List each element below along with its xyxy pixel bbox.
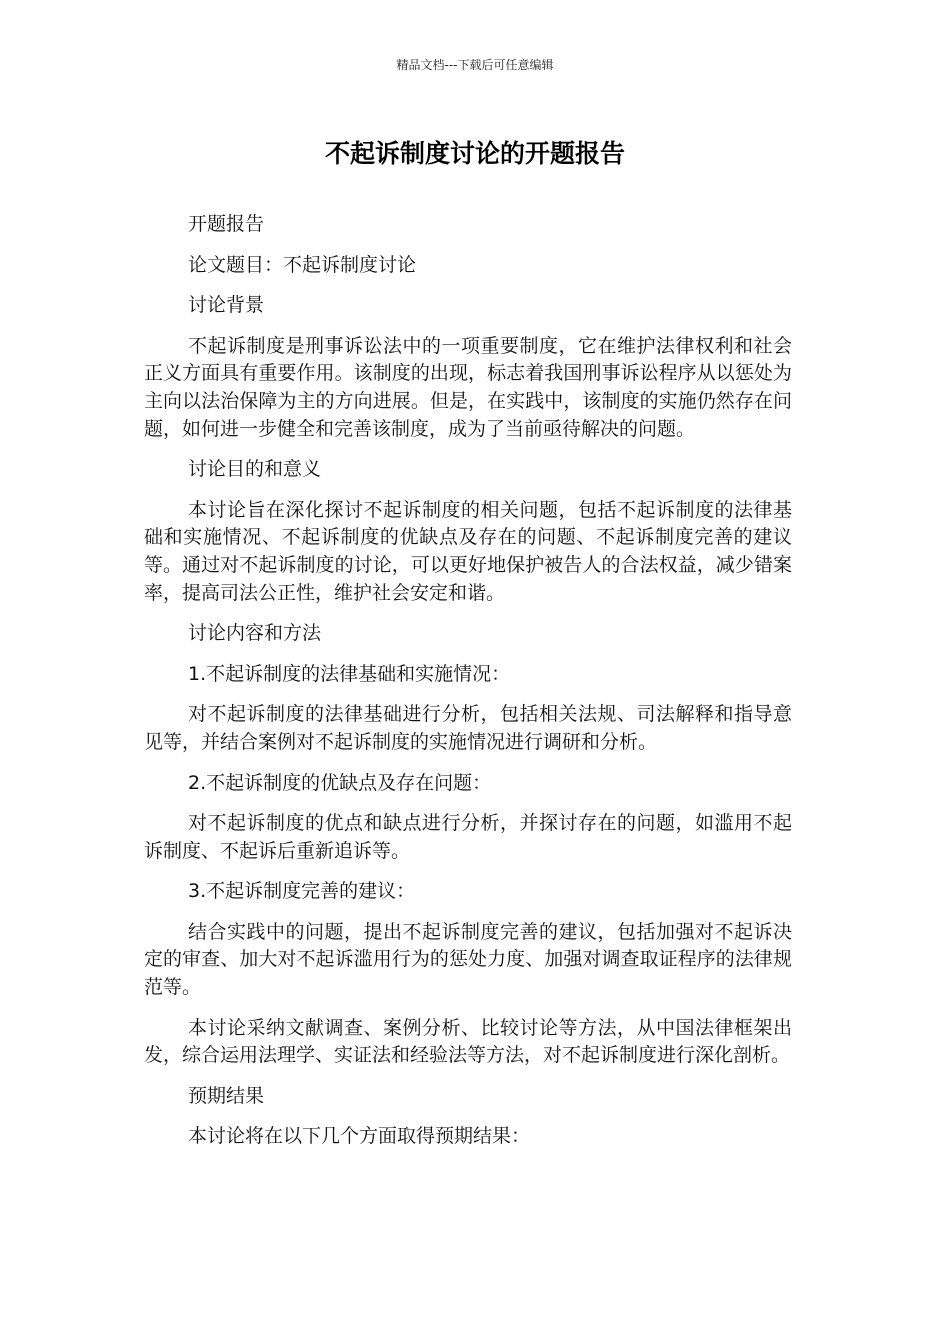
item-3-heading: 3.不起诉制度完善的建议： — [188, 880, 416, 903]
item-3-paragraph: 结合实践中的问题，提出不起诉制度完善的建议，包括加强对不起诉决定的审查、加大对不起诉滥用行为的惩处力度、加强对调查取证程序的法律规范等。 — [144, 920, 792, 999]
item-1-heading: 1.不起诉制度的法律基础和实施情况： — [188, 662, 511, 685]
background-paragraph: 不起诉制度是刑事诉讼法中的一项重要制度，它在维护法律权利和社会正义方面具有重要作用。该制度的出现，标志着我国刑事诉讼程序从以惩处为主向以法治保障为主的方向进展。但是，在实践中，该制度的实施仍然存在问题，如何进一步健全和完善该制度，成为了当前亟待解决的问题。 — [144, 334, 792, 440]
section-heading-content-methods: 讨论内容和方法 — [188, 622, 322, 645]
document-body — [144, 211, 792, 1164]
section-heading-proposal: 开题报告 — [188, 213, 265, 235]
item-2-heading: 2.不起诉制度的优缺点及存在问题： — [188, 771, 492, 794]
methods-paragraph: 本讨论采纳文献调查、案例分析、比较讨论等方法，从中国法律框架出发，综合运用法理学、实证法和经验法等方法，对不起诉制度进行深化剖析。 — [144, 1016, 792, 1067]
item-2-paragraph: 对不起诉制度的优点和缺点进行分析，并探讨存在的问题，如滥用不起诉制度、不起诉后重新追诉等。 — [144, 812, 792, 862]
section-heading-background: 讨论背景 — [188, 294, 265, 317]
document-title: 不起诉制度讨论的开题报告 — [324, 139, 625, 168]
expected-results-intro: 本讨论将在以下几个方面取得预期结果： — [188, 1125, 531, 1148]
section-heading-purpose: 讨论目的和意义 — [188, 458, 322, 481]
section-heading-expected-results: 预期结果 — [188, 1084, 265, 1107]
item-1-paragraph: 对不起诉制度的法律基础进行分析，包括相关法规、司法解释和指导意见等，并结合案例对不起诉制度的实施情况进行调研和分析。 — [144, 703, 792, 753]
purpose-paragraph: 本讨论旨在深化探讨不起诉制度的相关问题，包括不起诉制度的法律基础和实施情况、不起诉制度的优缺点及存在的问题、不起诉制度完善的建议等。通过对不起诉制度的讨论，可以更好地保护被告人的合法权益，减少错案率，提高司法公正性，维护社会安定和谐。 — [144, 498, 792, 604]
thesis-topic-line: 论文题目：不起诉制度讨论 — [188, 253, 417, 276]
page-header-note: 精品文档---下载后可任意编辑 — [396, 58, 554, 72]
